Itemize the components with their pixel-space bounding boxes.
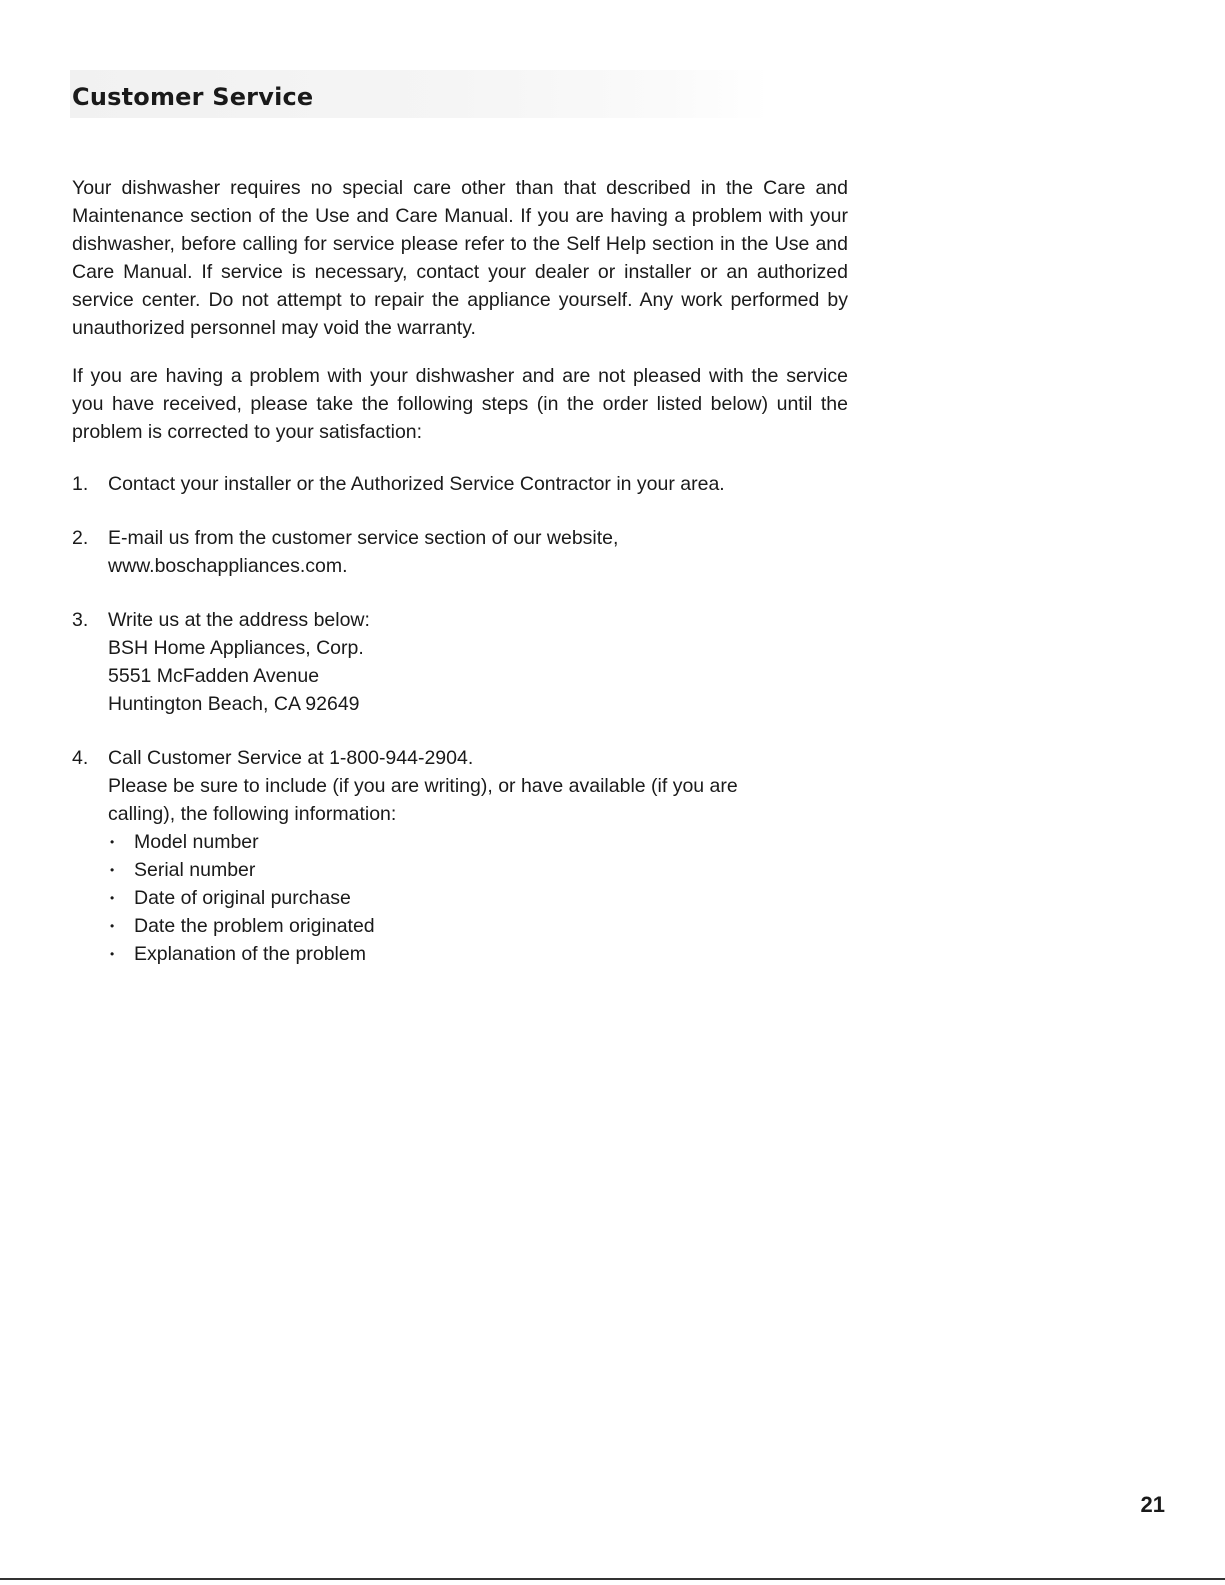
bullet-text: Date of original purchase	[134, 887, 351, 909]
website-url: www.boschappliances.com.	[108, 555, 348, 577]
bullet-text: Date the problem originated	[134, 915, 375, 937]
step-body	[108, 470, 848, 498]
step-text: Contact your installer or the Authorized Service Contractor in your area.	[108, 473, 725, 495]
step-number: 4.	[72, 747, 89, 769]
step-item	[72, 606, 848, 718]
step-body	[108, 606, 848, 718]
bullet-item	[108, 828, 848, 856]
address-street: 5551 McFadden Avenue	[108, 665, 320, 687]
intro-paragraph: Your dishwasher requires no special care other than that described in the Care and Maintenance section of the Use and Care Manual. If you are having a problem with your dishwasher, before calling for service please refer to the Self Help section in the Use and Care Manual. If service is necessary, contact your dealer or installer or an authorized service center. Do not attempt to repair the appliance yourself. Any work performed by unauthorized personnel may void the warranty.	[72, 177, 848, 339]
step-body	[108, 744, 848, 968]
step-item	[72, 470, 848, 498]
main-content	[72, 174, 848, 994]
step-item	[72, 744, 848, 968]
problem-paragraph: If you are having a problem with your dishwasher and are not pleased with the service you have received, please take the following steps (in the order listed below) until the problem is corrected to your satisfaction:	[72, 365, 848, 443]
bullet-icon: •	[110, 891, 115, 905]
address-city: Huntington Beach, CA 92649	[108, 693, 360, 715]
step-item	[72, 524, 848, 580]
step-number: 2.	[72, 527, 89, 549]
bullet-item	[108, 912, 848, 940]
bullet-icon: •	[110, 947, 115, 961]
bullet-text: Serial number	[134, 859, 256, 881]
bullet-item	[108, 856, 848, 884]
page-title: Customer Service	[72, 83, 314, 111]
bullet-text: Model number	[134, 831, 259, 853]
steps-list	[72, 470, 848, 968]
step-text: Please be sure to include (if you are writing), or have available (if you are	[108, 775, 738, 797]
page-number: 21	[1140, 1492, 1165, 1517]
bullet-icon: •	[110, 863, 115, 877]
bottom-divider	[0, 1578, 1225, 1580]
bullet-item	[108, 940, 848, 968]
bullet-icon: •	[110, 835, 115, 849]
step-text: Write us at the address below:	[108, 609, 370, 631]
step-body	[108, 524, 848, 580]
step-number: 3.	[72, 609, 89, 631]
bullet-item	[108, 884, 848, 912]
step-text: Call Customer Service at 1-800-944-2904.	[108, 747, 474, 769]
step-number: 1.	[72, 473, 89, 495]
step-text: E-mail us from the customer service section of our website,	[108, 527, 619, 549]
info-bullet-list	[108, 828, 848, 968]
address-company: BSH Home Appliances, Corp.	[108, 637, 364, 659]
step-text: calling), the following information:	[108, 803, 397, 825]
bullet-icon: •	[110, 919, 115, 933]
bullet-text: Explanation of the problem	[134, 943, 366, 965]
